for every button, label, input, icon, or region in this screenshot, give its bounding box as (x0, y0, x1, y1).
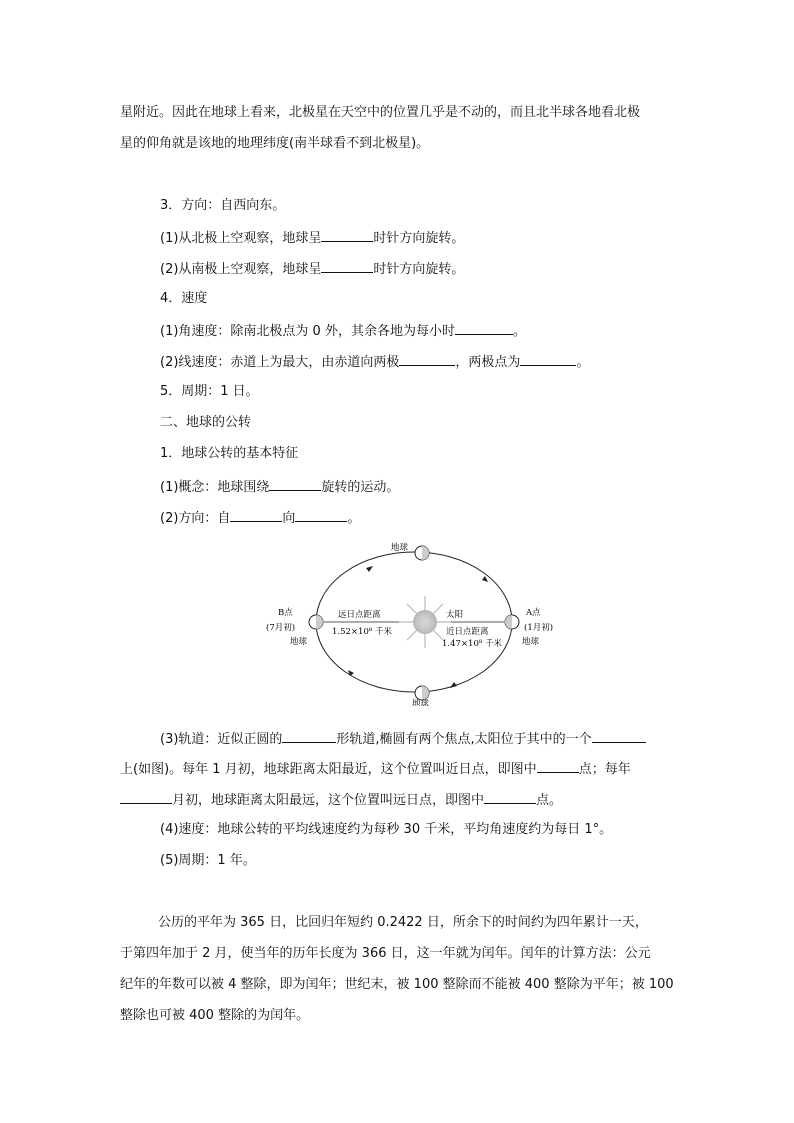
earth-icon (415, 686, 429, 700)
rotation-angular-item (160, 320, 526, 342)
rotation-south-pre: (2)从南极上空观察，地球呈 (160, 262, 322, 277)
revolution-direction-mid: 向 (282, 511, 296, 526)
rotation-linear-pre: (2)线速度：赤道上为最大，由赤道向两极 (160, 355, 400, 370)
rotation-linear-post: 。 (576, 355, 590, 370)
revolution-orbit-l3-end: 点。 (536, 793, 563, 808)
rotation-south-item (160, 258, 464, 280)
aphelion-value: 1.52×10⁸ 千米 (332, 627, 392, 637)
fill-blank[interactable] (520, 351, 576, 366)
revolution-concept-item (160, 476, 399, 498)
fill-blank[interactable] (537, 758, 579, 773)
note-line-1: 公历的平年为 365 日，比回归年短约 0.2422 日，所余下的时间约为四年累计一天， (158, 915, 648, 930)
fill-blank[interactable] (295, 507, 347, 522)
orbit-diagram (250, 536, 560, 706)
fill-blank[interactable] (592, 728, 646, 743)
revolution-period: (5)周期：1 年。 (160, 853, 256, 868)
rotation-linear-item (160, 351, 589, 373)
revolution-orbit-l2-pre: 上(如图)。每年 1 月初，地球距离太阳最近，这个位置叫近日点，即图中 (120, 762, 537, 777)
fill-blank[interactable] (230, 507, 282, 522)
revolution-orbit-mid: 形轨道,椭圆有两个焦点,太阳位于其中的一个 (336, 732, 592, 747)
orbit-arrow-icon (450, 682, 457, 688)
revolution-direction-pre: (2)方向：自 (160, 511, 231, 526)
orbit-arrow-icon (348, 670, 354, 676)
perihelion-label: 近日点距离 (446, 627, 489, 637)
revolution-orbit-l3-post: 月初，地球距离太阳最远，这个位置叫远日点，即图中 (172, 793, 485, 808)
fill-blank[interactable] (321, 258, 373, 273)
revolution-orbit-line-2 (120, 758, 631, 780)
revolution-features-heading: 1．地球公转的基本特征 (160, 446, 299, 461)
revolution-orbit-pre: (3)轨道：近似正圆的 (160, 732, 283, 747)
rotation-angular-post: 。 (512, 324, 526, 339)
earth-icon (309, 615, 323, 629)
point-a-month: (1月初) (524, 623, 554, 633)
revolution-speed: (4)速度：地球公转的平均线速度约为每秒 30 千米，平均角速度约为每日 1°。 (160, 822, 613, 837)
rotation-direction-heading: 3．方向：自西向东。 (160, 198, 286, 213)
orbit-arrow-icon (366, 566, 373, 572)
rotation-speed-heading: 4．速度 (160, 291, 208, 306)
fill-blank[interactable] (484, 789, 536, 804)
revolution-concept-pre: (1)概念：地球围绕 (160, 480, 270, 495)
point-b-month: (7月初) (266, 623, 296, 633)
rotation-angular-pre: (1)角速度：除南北极点为 0 外，其余各地为每小时 (160, 324, 455, 339)
rotation-north-item (160, 227, 464, 249)
revolution-orbit-l2-post: 点；每年 (578, 762, 631, 777)
rotation-north-pre: (1)从北极上空观察，地球呈 (160, 231, 322, 246)
note-line-3: 纪年的年数可以被 4 整除，即为闰年；世纪末，被 100 整除而不能被 400 整除为平年；被 100 (120, 977, 674, 992)
rotation-south-post: 时针方向旋转。 (373, 262, 465, 277)
note-line-2: 于第四年加于 2 月，使当年的历年长度为 366 日，这一年就为闰年。闰年的计算方法：公元 (120, 946, 651, 961)
revolution-orbit-line-3 (120, 789, 562, 811)
intro-line-1: 星附近。因此在地球上看来，北极星在天空中的位置几乎是不动的，而且北半球各地看北极 (120, 105, 641, 120)
earth-bottom-label: 地球 (412, 699, 430, 706)
revolution-direction-item (160, 507, 360, 529)
rotation-linear-mid: ，两极点为 (455, 355, 521, 370)
earth-icon (505, 615, 519, 629)
orbit-arrow-icon (482, 576, 488, 582)
sun-label: 太阳 (446, 610, 464, 620)
fill-blank[interactable] (321, 227, 373, 242)
earth-icon (415, 546, 429, 560)
rotation-period: 5．周期：1 日。 (160, 384, 259, 399)
revolution-section-heading: 二、地球的公转 (160, 415, 252, 430)
revolution-concept-post: 旋转的运动。 (321, 480, 400, 495)
perihelion-value: 1.47×10⁸ 千米 (442, 639, 502, 649)
point-a-label: A点 (526, 608, 541, 618)
intro-line-2: 星的仰角就是该地的地理纬度(南半球看不到北极星)。 (120, 136, 430, 151)
fill-blank[interactable] (120, 789, 172, 804)
fill-blank[interactable] (269, 476, 321, 491)
fill-blank[interactable] (282, 728, 336, 743)
earth-right-label: 地球 (522, 637, 540, 647)
earth-left-label: 地球 (290, 637, 308, 647)
earth-top-label: 地球 (391, 543, 409, 553)
fill-blank[interactable] (399, 351, 455, 366)
rotation-north-post: 时针方向旋转。 (373, 231, 465, 246)
fill-blank[interactable] (455, 320, 513, 335)
revolution-orbit-item (160, 728, 646, 750)
point-b-label: B点 (278, 608, 293, 618)
revolution-direction-post: 。 (347, 511, 361, 526)
aphelion-label: 远日点距离 (338, 610, 381, 620)
note-line-4: 整除也可被 400 整除的为闰年。 (120, 1008, 310, 1023)
